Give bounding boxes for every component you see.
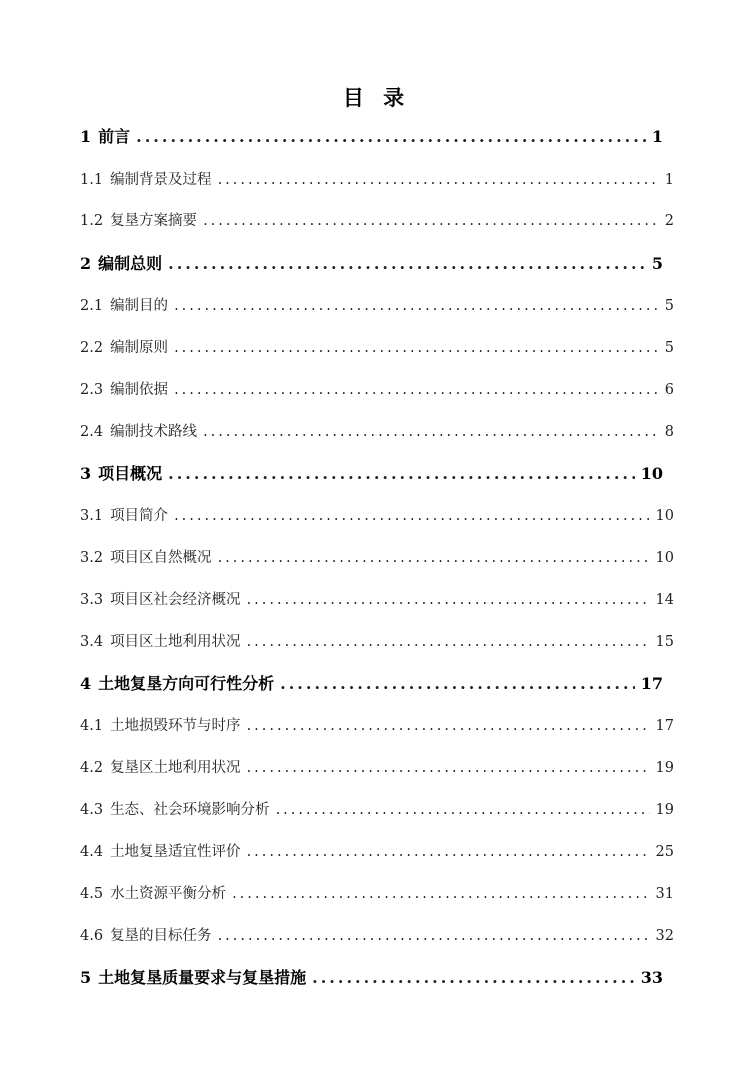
section-number: 5 bbox=[80, 968, 92, 987]
page-number: 6 bbox=[664, 382, 674, 398]
leader-dots bbox=[247, 756, 650, 780]
leader-dots bbox=[218, 546, 650, 570]
page-number: 5 bbox=[664, 298, 674, 314]
section-title: 编制原则 bbox=[110, 340, 169, 356]
page-number: 19 bbox=[655, 760, 674, 776]
toc-entry[interactable] bbox=[80, 714, 674, 738]
section-title: 编制技术路线 bbox=[110, 424, 198, 440]
section-title: 项目区社会经济概况 bbox=[110, 592, 241, 608]
page-number: 10 bbox=[655, 508, 674, 524]
section-title: 编制依据 bbox=[110, 382, 169, 398]
section-title: 项目简介 bbox=[110, 508, 169, 524]
leader-dots bbox=[218, 168, 659, 192]
toc-entry[interactable] bbox=[80, 756, 674, 780]
section-number: 2.4 bbox=[80, 424, 104, 440]
toc-entry[interactable] bbox=[80, 882, 674, 906]
section-number: 4.3 bbox=[80, 802, 104, 818]
toc-title: 目 录 bbox=[342, 85, 411, 110]
page-number: 15 bbox=[655, 634, 674, 650]
page-number: 1 bbox=[664, 172, 674, 188]
section-number: 4.5 bbox=[80, 886, 104, 902]
leader-dots bbox=[168, 252, 646, 276]
toc-entry[interactable] bbox=[80, 798, 674, 822]
section-number: 3.3 bbox=[80, 592, 104, 608]
toc-entry[interactable] bbox=[80, 924, 674, 948]
section-number: 3.2 bbox=[80, 550, 104, 566]
page-number: 31 bbox=[655, 886, 674, 902]
section-title: 复垦区土地利用状况 bbox=[110, 760, 241, 776]
section-title: 土地复垦适宜性评价 bbox=[110, 844, 241, 860]
leader-dots bbox=[247, 588, 650, 612]
section-title: 土地复垦质量要求与复垦措施 bbox=[98, 968, 307, 987]
section-number: 2.2 bbox=[80, 340, 104, 356]
page-number: 33 bbox=[640, 968, 663, 987]
toc-entry[interactable] bbox=[80, 209, 674, 233]
section-number: 3 bbox=[80, 464, 92, 483]
leader-dots bbox=[174, 336, 659, 360]
section-title: 项目概况 bbox=[98, 464, 163, 483]
section-title: 复垦的目标任务 bbox=[110, 928, 212, 944]
section-number: 1 bbox=[80, 127, 92, 146]
section-number: 1.1 bbox=[80, 172, 104, 188]
section-title: 前言 bbox=[98, 127, 131, 146]
leader-dots bbox=[174, 378, 659, 402]
section-title: 复垦方案摘要 bbox=[110, 213, 198, 229]
section-number: 2 bbox=[80, 254, 92, 273]
toc-entry[interactable] bbox=[80, 588, 674, 612]
page-number: 2 bbox=[664, 213, 674, 229]
leader-dots bbox=[136, 125, 646, 149]
page-number: 14 bbox=[655, 592, 674, 608]
toc-entry[interactable] bbox=[80, 168, 674, 192]
section-number: 4.2 bbox=[80, 760, 104, 776]
toc-entry[interactable] bbox=[80, 294, 674, 318]
toc-entry[interactable] bbox=[80, 336, 674, 360]
section-number: 2.1 bbox=[80, 298, 104, 314]
section-number: 2.3 bbox=[80, 382, 104, 398]
section-title: 土地损毁环节与时序 bbox=[110, 718, 241, 734]
page-number: 5 bbox=[664, 340, 674, 356]
page-number: 32 bbox=[655, 928, 674, 944]
toc-entry[interactable] bbox=[80, 125, 663, 149]
toc-entry[interactable] bbox=[80, 546, 674, 570]
page-number: 1 bbox=[651, 127, 663, 146]
leader-dots bbox=[168, 462, 635, 486]
section-title: 土地复垦方向可行性分析 bbox=[98, 674, 275, 693]
leader-dots bbox=[312, 966, 635, 990]
section-title: 编制总则 bbox=[98, 254, 163, 273]
page-number: 5 bbox=[651, 254, 663, 273]
leader-dots bbox=[203, 420, 659, 444]
toc-entry[interactable] bbox=[80, 378, 674, 402]
leader-dots bbox=[247, 630, 650, 654]
section-number: 4 bbox=[80, 674, 92, 693]
toc-entry[interactable] bbox=[80, 252, 663, 276]
leader-dots bbox=[247, 840, 650, 864]
page-number: 10 bbox=[655, 550, 674, 566]
page-number: 25 bbox=[655, 844, 674, 860]
section-number: 1.2 bbox=[80, 213, 104, 229]
page-number: 19 bbox=[655, 802, 674, 818]
section-title: 水土资源平衡分析 bbox=[110, 886, 227, 902]
toc-entry[interactable] bbox=[80, 672, 663, 696]
section-number: 3.1 bbox=[80, 508, 104, 524]
page-number: 17 bbox=[640, 674, 663, 693]
toc-entry[interactable] bbox=[80, 630, 674, 654]
section-title: 编制目的 bbox=[110, 298, 169, 314]
section-title: 生态、社会环境影响分析 bbox=[110, 802, 270, 818]
leader-dots bbox=[218, 924, 650, 948]
leader-dots bbox=[276, 798, 650, 822]
leader-dots bbox=[203, 209, 659, 233]
section-title: 项目区自然概况 bbox=[110, 550, 212, 566]
leader-dots bbox=[232, 882, 649, 906]
page-number: 17 bbox=[655, 718, 674, 734]
section-title: 项目区土地利用状况 bbox=[110, 634, 241, 650]
leader-dots bbox=[247, 714, 650, 738]
toc-entry[interactable] bbox=[80, 504, 674, 528]
leader-dots bbox=[280, 672, 635, 696]
toc-entry[interactable] bbox=[80, 420, 674, 444]
toc-entry[interactable] bbox=[80, 966, 663, 990]
section-title: 编制背景及过程 bbox=[110, 172, 212, 188]
leader-dots bbox=[174, 504, 649, 528]
section-number: 4.6 bbox=[80, 928, 104, 944]
section-number: 4.1 bbox=[80, 718, 104, 734]
section-number: 3.4 bbox=[80, 634, 104, 650]
page-number: 8 bbox=[664, 424, 674, 440]
toc-entry[interactable] bbox=[80, 462, 663, 486]
toc-entry[interactable] bbox=[80, 840, 674, 864]
page-number: 10 bbox=[640, 464, 663, 483]
leader-dots bbox=[174, 294, 659, 318]
section-number: 4.4 bbox=[80, 844, 104, 860]
